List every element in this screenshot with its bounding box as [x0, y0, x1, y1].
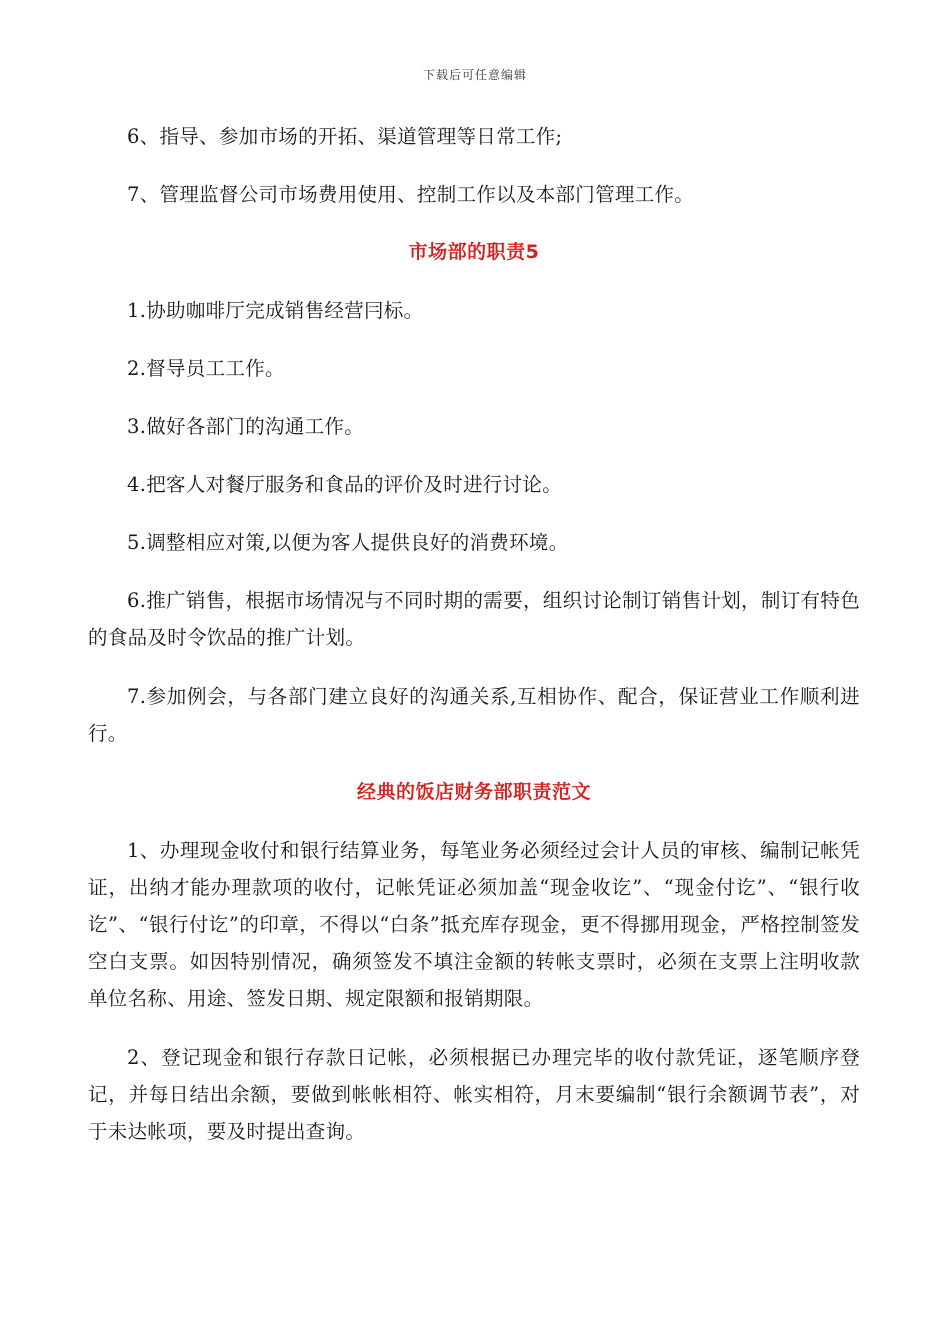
paragraph-duty-5: 5.调整相应对策,以便为客人提供良好的消费环境。 — [127, 531, 569, 554]
paragraph-item-6: 6、指导、参加市场的开拓、渠道管理等日常工作; — [127, 125, 563, 148]
document-body — [88, 118, 860, 1172]
paragraph-item-7: 7、管理监督公司市场费用使用、控制工作以及本部门管理工作。 — [127, 183, 695, 206]
paragraph-duty-2: 2.督导员工工作。 — [127, 357, 285, 380]
paragraph-finance-1: 1、办理现金收付和银行结算业务，每笔业务必须经过会计人员的审核、编制记帐凭证，出纳才能办理款项的收付，记帐凭证必须加盖“现金收讫”、“现金付讫”、“银行收讫”、“银行付讫”的印章，不得以“白条”抵充库存现金，更不得挪用现金，严格控制签发空白支票。如因特别情况，确须签发不填注金额的转帐支票时，必须在支票上注明收款单位名称、用途、签发日期、规定限额和报销期限。 — [88, 839, 860, 1010]
paragraph-duty-4: 4.把客人对餐厅服务和食品的评价及时进行讨论。 — [127, 473, 563, 496]
section-heading-finance-duties: 经典的饭店财务部职责范文 — [356, 781, 591, 803]
header-note: 下载后可任意编辑 — [422, 68, 527, 82]
paragraph-duty-3: 3.做好各部门的沟通工作。 — [127, 415, 365, 438]
paragraph-finance-2: 2、登记现金和银行存款日记帐，必须根据已办理完毕的收付款凭证，逐笔顺序登记，并每日结出余额，要做到帐帐相符、帐实相符，月末要编制“银行余额调节表”，对于未达帐项，要及时提出查询。 — [88, 1046, 860, 1143]
section-heading-market-duties-5: 市场部的职责5 — [408, 241, 540, 263]
paragraph-duty-6: 6.推广销售，根据市场情况与不同时期的需要，组织讨论制订销售计划，制订有特色的食品及时令饮品的推广计划。 — [88, 589, 860, 649]
paragraph-duty-1: 1.协助咖啡厅完成销售经营冃标。 — [127, 299, 424, 322]
paragraph-duty-7: 7.参加例会，与各部门建立良好的沟通关系,互相协作、配合，保证营业工作顺利进行。 — [88, 685, 860, 745]
